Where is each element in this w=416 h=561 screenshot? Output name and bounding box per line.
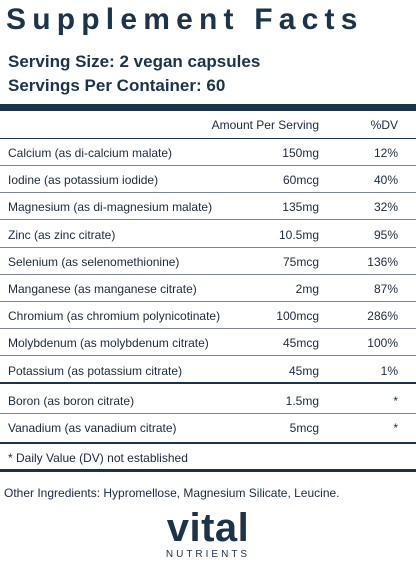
dv-column-header: %DV <box>370 118 398 132</box>
nutrient-amount: 100mcg <box>276 309 319 324</box>
table-row <box>0 414 416 441</box>
nutrient-name: Molybdenum (as molybdenum citrate) <box>8 336 209 351</box>
table-row <box>0 302 416 329</box>
brand-logo: vital <box>166 506 250 550</box>
nutrient-amount: 5mcg <box>289 421 319 435</box>
row-divider <box>0 382 416 384</box>
table-row <box>0 357 416 384</box>
nutrient-name: Iodine (as potassium iodide) <box>8 173 159 188</box>
nutrient-name: Manganese (as manganese citrate) <box>8 282 197 296</box>
table-row <box>0 166 416 193</box>
nutrient-amount: 60mcg <box>282 173 319 188</box>
table-bottom-rule <box>0 442 416 444</box>
nutrient-dv: * <box>393 421 398 435</box>
dv-footnote: * Daily Value (DV) not established <box>8 451 188 465</box>
header-divider <box>0 104 416 111</box>
brand-tagline: NUTRIENTS <box>165 549 251 560</box>
table-row <box>0 387 416 414</box>
nutrient-dv: 12% <box>373 146 398 160</box>
table-row <box>0 329 416 356</box>
nutrient-dv: 32% <box>373 200 398 215</box>
amount-column-header: Amount Per Serving <box>211 118 319 132</box>
serving-size: Serving Size: 2 vegan capsules <box>8 52 261 71</box>
nutrient-name: Chromium (as chromium polynicotinate) <box>8 309 221 324</box>
nutrient-dv: 286% <box>367 309 398 324</box>
nutrient-amount: 150mg <box>282 146 319 160</box>
nutrient-name: Calcium (as di-calcium malate) <box>8 146 173 160</box>
other-ingredients: Other Ingredients: Hypromellose, Magnesium Silicate, Leucine. <box>4 486 340 500</box>
table-row <box>0 275 416 302</box>
nutrient-name: Selenium (as selenomethionine) <box>8 254 180 269</box>
nutrient-dv: 95% <box>373 227 398 242</box>
nutrient-dv: 1% <box>380 363 398 378</box>
nutrient-amount: 75mcg <box>282 254 319 269</box>
servings-per-container: Servings Per Container: 60 <box>8 76 226 95</box>
nutrient-name: Potassium (as potassium citrate) <box>8 363 183 378</box>
panel-title: Supplement Facts <box>6 3 364 36</box>
table-row <box>0 193 416 220</box>
table-row <box>0 139 416 166</box>
nutrient-dv: 87% <box>373 282 398 296</box>
nutrient-dv: 40% <box>373 173 398 188</box>
table-row <box>0 248 416 275</box>
nutrient-amount: 135mg <box>282 200 319 215</box>
nutrient-dv: 100% <box>367 336 398 351</box>
nutrient-amount: 45mcg <box>282 336 319 351</box>
nutrient-amount: 45mg <box>288 363 319 378</box>
nutrient-name: Magnesium (as di-magnesium malate) <box>8 200 213 215</box>
nutrient-amount: 1.5mg <box>285 393 319 408</box>
nutrient-name: Boron (as boron citrate) <box>8 393 135 408</box>
table-row <box>0 221 416 248</box>
nutrient-amount: 10.5mg <box>278 227 319 242</box>
nutrient-name: Vanadium (as vanadium citrate) <box>8 421 177 435</box>
nutrient-dv: * <box>393 393 398 408</box>
nutrient-dv: 136% <box>367 254 398 269</box>
nutrient-name: Zinc (as zinc citrate) <box>8 227 116 242</box>
nutrient-amount: 2mg <box>295 282 319 296</box>
